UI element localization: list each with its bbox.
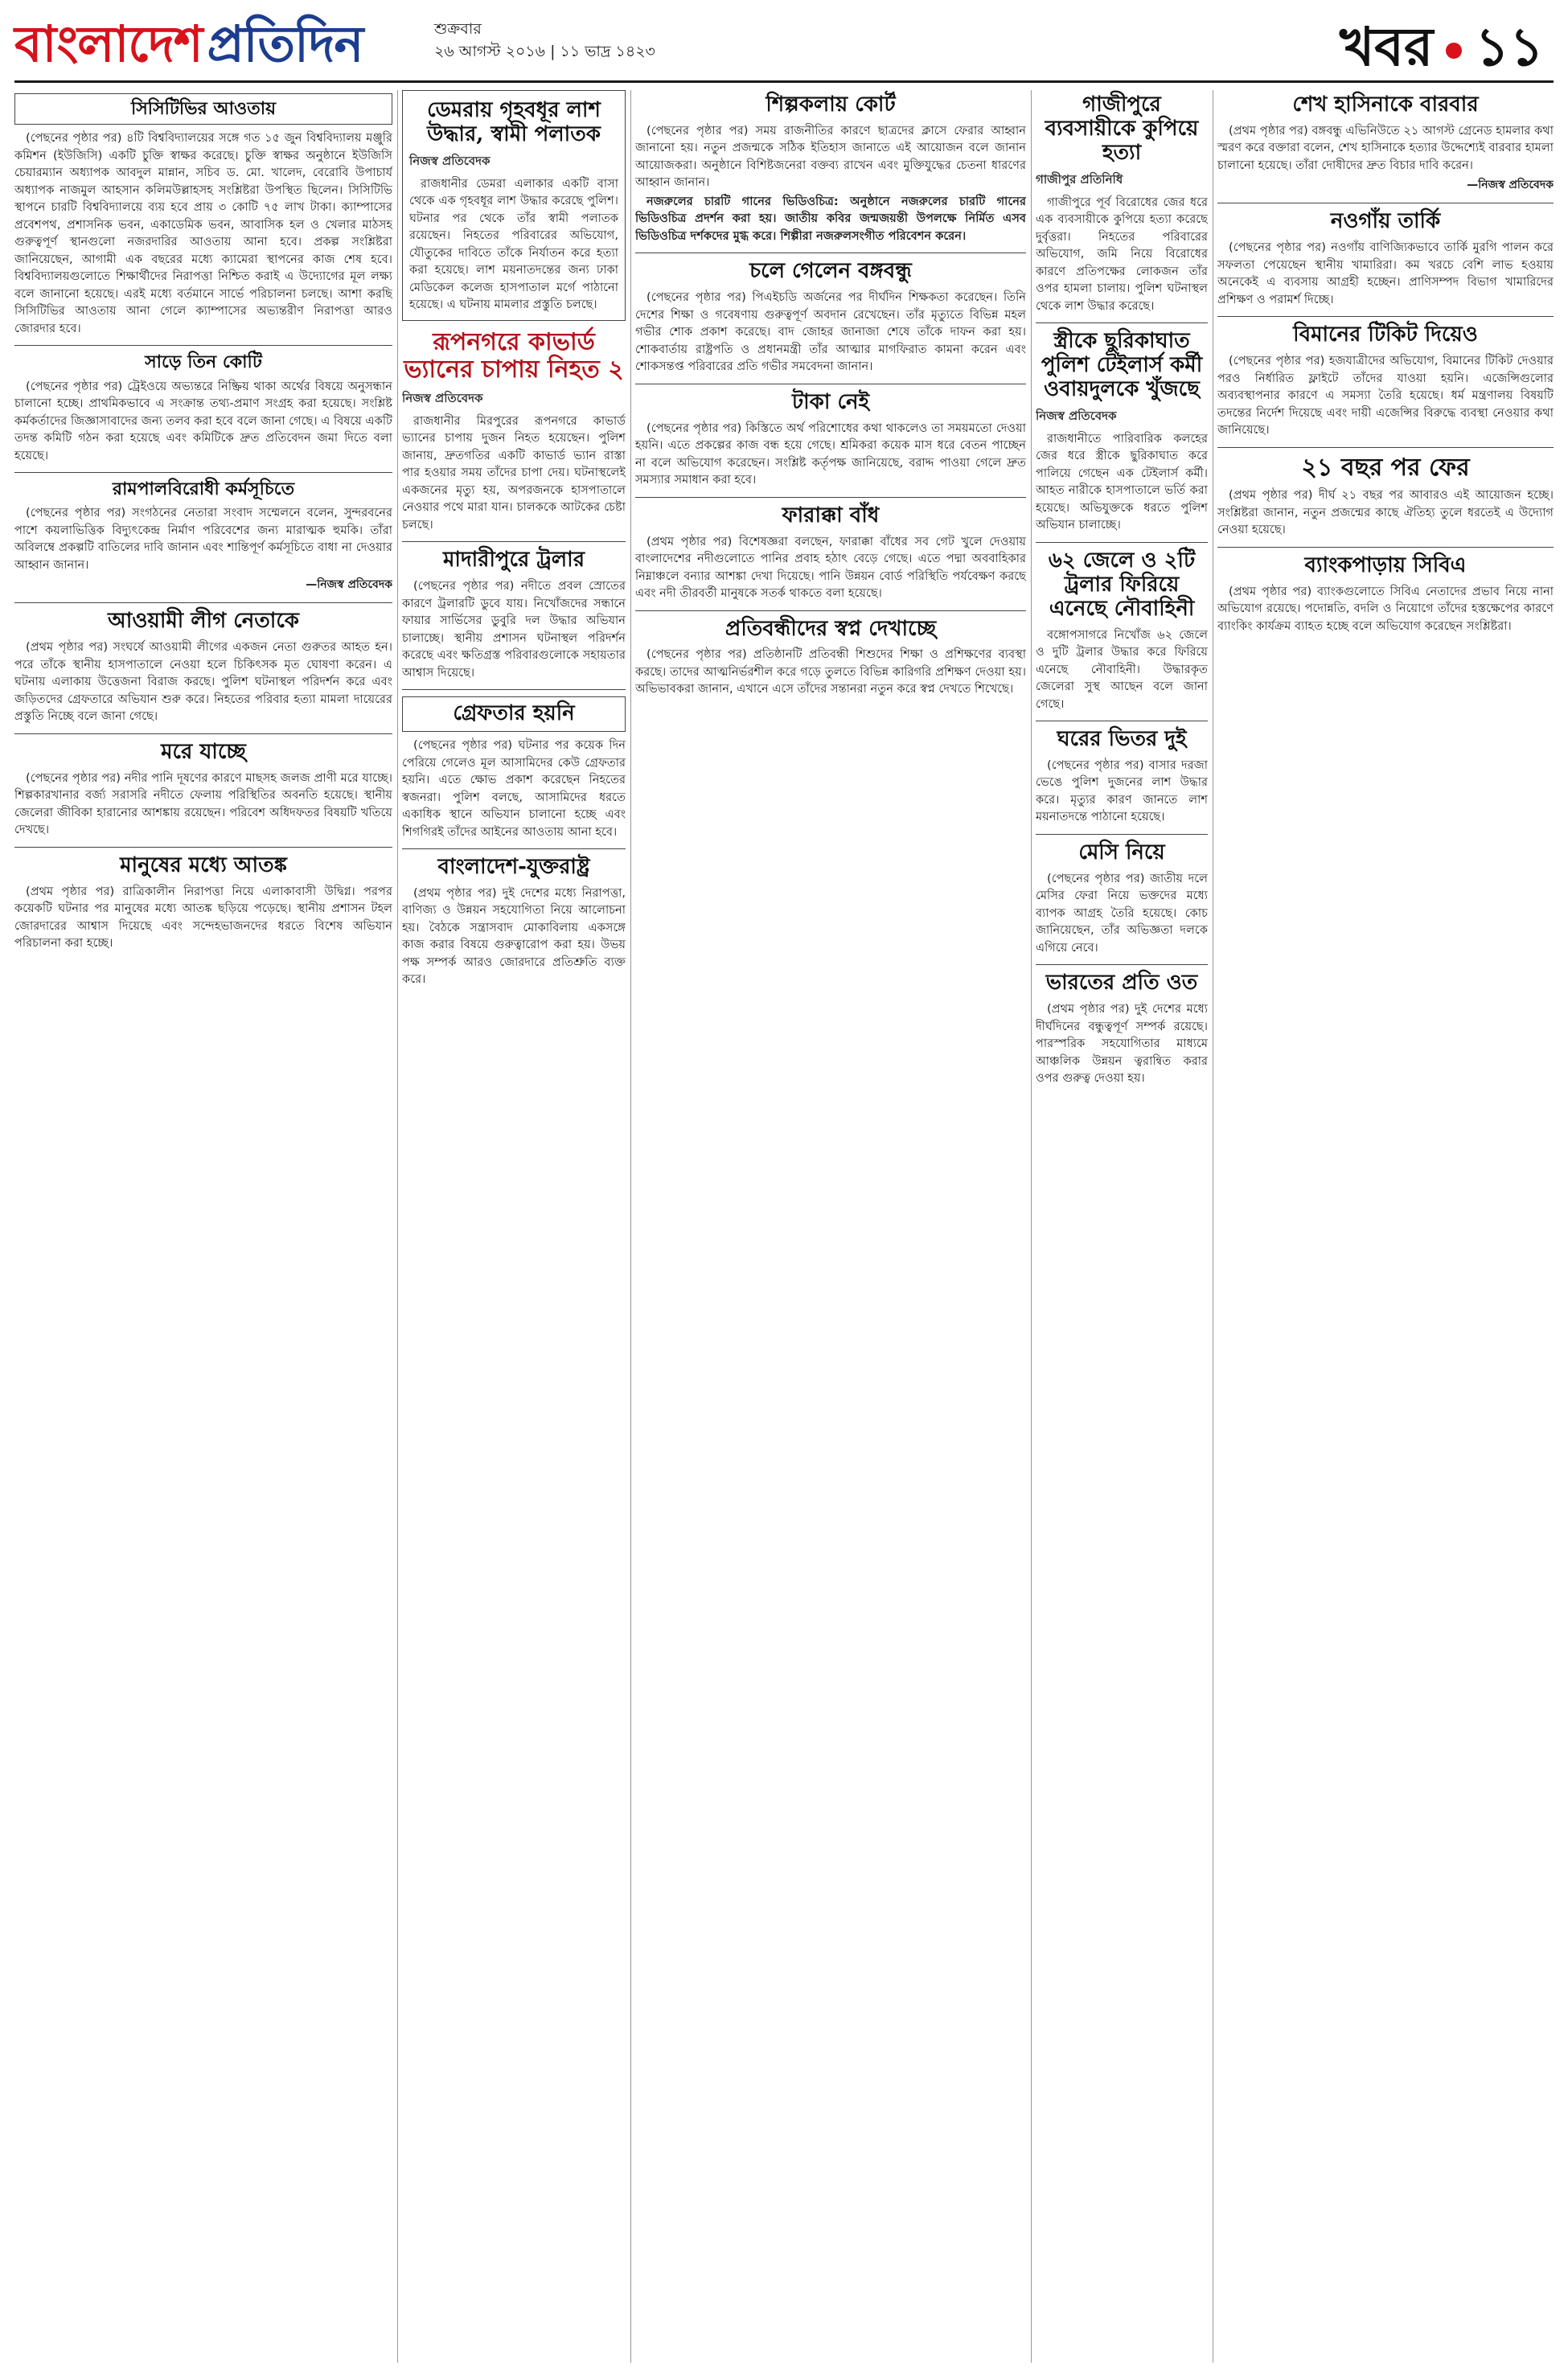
paragraph: (পেছনের পৃষ্ঠার পর) কিস্তিতে অর্থ পরিশোধের কথা থাকলেও তা সময়মতো দেওয়া হয়নি। এতে প্রকল্পের কাজ বন্ধ হয়ে গেছে। শ্রমিকরা কয়েক মাস ধরে বেতন পাচ্ছেন না বলে অভিযোগ করেছেন। সংশ্লিষ্ট কর্তৃপক্ষ জানিয়েছে, বরাদ্দ পাওয়া গেলে দ্রুত সমস্যার সমাধান করা হবে।	[635, 421, 1026, 487]
paragraph: (প্রথম পৃষ্ঠার পর) রাত্রিকালীন নিরাপত্তা নিয়ে এলাকাবাসী উদ্বিগ্ন। পরপর কয়েকটি ঘটনার পর মানুষের মধ্যে আতঙ্ক ছড়িয়ে পড়েছে। স্থানীয় প্রশাসন টহল জোরদারের আশ্বাস দিয়েছে এবং সন্দেহভাজনদের ধরতে বিশেষ অভিযান পরিচালনা করা হচ্ছে।	[14, 884, 392, 951]
story-gazipur[interactable]	[1036, 93, 1208, 314]
headline: মরে যাচ্ছে	[161, 739, 246, 764]
story-separator	[1036, 834, 1208, 835]
headline: সিসিটিভির আওতায়	[14, 93, 392, 125]
story-bd-us[interactable]	[402, 856, 626, 988]
story-body	[402, 413, 626, 534]
story-separator	[14, 472, 392, 473]
story-shilpakala[interactable]	[635, 93, 1026, 244]
headline: নওগাঁয় তার্কি	[1330, 209, 1441, 234]
story-rampal[interactable]	[14, 479, 392, 594]
story-separator	[14, 733, 392, 734]
headline: মেসি নিয়ে	[1078, 840, 1165, 865]
headline: ব্যাংকপাড়ায় সিবিএ	[1304, 552, 1467, 577]
byline: নিজস্ব প্রতিবেদক	[409, 153, 491, 168]
story-21-years[interactable]	[1217, 454, 1554, 539]
column-divider	[630, 90, 631, 2363]
headline: গাজীপুরে ব্যবসায়ীকে কুপিয়ে হত্যা	[1045, 92, 1199, 165]
paragraph: রাজধানীর মিরপুরের রূপনগরে কাভার্ড ভ্যানের চাপায় দুজন নিহত হয়েছেন। পুলিশ জানায়, দ্রুতগতির একটি কাভার্ড ভ্যান রাস্তা পার হওয়ার সময় তাঁদের চাপা দেয়। ঘটনাস্থলেই একজনের মৃত্যু হয়, অপরজনকে হাসপাতালে নেওয়ার পথে মারা যান। চালককে আটকের চেষ্টা চলছে।	[402, 413, 626, 532]
column-2	[402, 90, 626, 2363]
logo-part-1: বাংলাদেশ	[14, 14, 203, 73]
headline: সাড়ে তিন কোটি	[145, 351, 262, 373]
story-messi[interactable]	[1036, 841, 1208, 956]
story-body	[14, 883, 392, 952]
headline: গ্রেফতার হয়নি	[402, 696, 626, 732]
story-body	[635, 533, 1026, 602]
story-demra[interactable]	[402, 90, 626, 321]
story-obituary[interactable]	[635, 260, 1026, 375]
column-4	[1036, 90, 1208, 2363]
page-number: ১১	[1475, 15, 1544, 78]
story-separator	[1036, 322, 1208, 323]
paragraph: (পেছনের পৃষ্ঠার পর) ঘটনার পর কয়েক দিন পেরিয়ে গেলেও মূল আসামিদের কেউ গ্রেফতার হয়নি। এতে ক্ষোভ প্রকাশ করেছেন নিহতের স্বজনরা। পুলিশ বলছে, আসামিদের ধরতে একাধিক স্থানে অভিযান চালানো হচ্ছে এবং শিগগিরই তাঁদের আইনের আওতায় আনা হবে।	[402, 738, 626, 839]
byline: নিজস্ব প্রতিবেদক	[1036, 408, 1117, 423]
story-sheikh-hasina[interactable]	[1217, 93, 1554, 195]
story-body	[409, 175, 618, 314]
story-airline-ticket[interactable]	[1217, 323, 1554, 438]
story-body	[402, 577, 626, 681]
weekday: শুক্রবার	[434, 20, 482, 38]
paragraph: (প্রথম পৃষ্ঠার পর) দুই দেশের মধ্যে দীর্ঘদিনের বন্ধুত্বপূর্ণ সম্পর্ক রয়েছে। পারস্পরিক সহযোগিতার মাধ্যমে আঞ্চলিক উন্নয়ন ত্বরান্বিত করার ওপর গুরুত্ব দেওয়া হয়।	[1036, 1002, 1208, 1086]
column-5	[1217, 90, 1554, 2363]
story-cctv[interactable]	[14, 93, 392, 337]
paragraph: (পেছনের পৃষ্ঠার পর) বাসার দরজা ভেঙে পুলিশ দুজনের লাশ উদ্ধার করে। মৃত্যুর কারণ জানতে লাশ ময়নাতদন্তে পাঠানো হয়েছে।	[1036, 758, 1208, 824]
story-separator	[635, 610, 1026, 611]
headline: শেখ হাসিনাকে বারবার	[1292, 92, 1479, 117]
story-india[interactable]	[1036, 971, 1208, 1086]
story-body	[14, 129, 392, 337]
paragraph: (পেছনের পৃষ্ঠার পর) প্রতিষ্ঠানটি প্রতিবন্ধী শিশুদের শিক্ষা ও প্রশিক্ষণের ব্যবস্থা করছে। তাদের আত্মনির্ভরশীল করে গড়ে তুলতে বিভিন্ন কারিগরি প্রশিক্ষণ দেওয়া হয়। অভিভাবকরা জানান, এখানে এসে তাঁদের সন্তানরা নতুন করে স্বপ্ন দেখতে শিখেছে।	[635, 647, 1026, 696]
paragraph: (প্রথম পৃষ্ঠার পর) সংঘর্ষে আওয়ামী লীগের একজন নেতা গুরুতর আহত হন। পরে তাঁকে স্থানীয় হাসপাতালে নেওয়া হলে চিকিৎসক মৃত ঘোষণা করেন। এ ঘটনায় এলাকায় উত্তেজনা বিরাজ করছে। পুলিশ ঘটনাস্থল পরিদর্শন করে এবং জড়িতদের গ্রেফতারে অভিযান শুরু করে। নিহতের পরিবার হত্যা মামলা দায়েরের প্রস্তুতি নিচ্ছে বলে জানা গেছে।	[14, 640, 392, 724]
story-no-money[interactable]	[635, 391, 1026, 489]
story-body	[1217, 122, 1554, 175]
headline: ৬২ জেলে ও ২টি ট্রলার ফিরিয়ে এনেছে নৌবাহিনী	[1048, 548, 1196, 621]
story-body	[635, 646, 1026, 698]
column-divider	[397, 90, 398, 2363]
story-body	[1036, 870, 1208, 957]
byline: নিজস্ব প্রতিবেদক	[402, 390, 483, 405]
paragraph: (পেছনের পৃষ্ঠার পর) নদীতে প্রবল স্রোতের কারণে ট্রলারটি ডুবে যায়। নিখোঁজদের সন্ধানে ফায়ার সার্ভিসের ডুবুরি দল উদ্ধার অভিযান চালাচ্ছে। স্থানীয় প্রশাসন ঘটনাস্থল পরিদর্শন করেছে এবং ক্ষতিগ্রস্ত পরিবারগুলোকে সহায়তার আশ্বাস দিয়েছে।	[402, 579, 626, 680]
headline: বাংলাদেশ-যুক্তরাষ্ট্র	[437, 855, 590, 880]
story-body	[14, 770, 392, 839]
paragraph: (পেছনের পৃষ্ঠার পর) হজযাত্রীদের অভিযোগ, বিমানের টিকিট দেওয়ার পরও নির্ধারিত ফ্লাইটে তাঁদের যাওয়া হয়নি। এজেন্সিগুলোর অব্যবস্থাপনার কারণে এ সমস্যা তৈরি হয়েছে। ধর্ম মন্ত্রণালয় বিষয়টি তদন্তের নির্দেশ দিয়েছে এবং দায়ী এজেন্সির বিরুদ্ধে ব্যবস্থা নেওয়ার কথা জানিয়েছে।	[1217, 354, 1554, 437]
story-body	[1036, 757, 1208, 826]
red-dot-icon	[1446, 43, 1462, 59]
story-body	[635, 122, 1026, 245]
story-awami-league-leader[interactable]	[14, 610, 392, 725]
paragraph: (পেছনের পৃষ্ঠার পর) পিএইচডি অর্জনের পর দীর্ঘদিন শিক্ষকতা করেছেন। তিনি দেশের শিক্ষা ও গবেষণায় গুরুত্বপূর্ণ অবদান রেখেছেন। তাঁর মৃত্যুতে বিভিন্ন মহল গভীর শোক প্রকাশ করেছে। বাদ জোহর জানাজা শেষে তাঁকে দাফন করা হয়। শোকবার্তায় রাষ্ট্রপতি ও প্রধানমন্ত্রী তাঁর আত্মার মাগফিরাত কামনা করেন এবং শোকসন্তপ্ত পরিবারের প্রতি গভীর সমবেদনা জানান।	[635, 290, 1026, 374]
story-body	[402, 885, 626, 988]
masthead-rule	[14, 80, 1554, 83]
story-separator	[1217, 316, 1554, 317]
dateline	[434, 18, 655, 63]
story-separator	[402, 541, 626, 542]
headline: টাকা নেই	[791, 389, 870, 414]
story-bank-cba[interactable]	[1217, 554, 1554, 635]
headline: চলে গেলেন বঙ্গবন্ধু	[749, 259, 912, 284]
paragraph: (পেছনের পৃষ্ঠার পর) ট্রেইওয়ে অভ্যন্তরে নিষ্ক্রিয় থাকা অর্থের বিষয়ে অনুসন্ধান চালানো হচ্ছে। প্রাথমিকভাবে এ সংক্রান্ত তথ্য-প্রমাণ সংগ্রহ করা হয়েছে। সংশ্লিষ্ট কর্মকর্তাদের জিজ্ঞাসাবাদের জন্য তলব করা হবে বলে জানা গেছে। এ বিষয়ে একটি তদন্ত কমিটি গঠন করা হয়েছে এবং কমিটিকে দ্রুত প্রতিবেদন জমা দিতে বলা হয়েছে।	[14, 379, 392, 462]
story-separator	[14, 345, 392, 346]
paragraph: (প্রথম পৃষ্ঠার পর) দীর্ঘ ২১ বছর পর আবারও এই আয়োজন হচ্ছে। সংশ্লিষ্টরা জানান, নতুন প্রজন্মের কাছে ঐতিহ্য তুলে ধরতেই এ উদ্যোগ নেওয়া হয়েছে।	[1217, 488, 1554, 537]
story-separator	[14, 847, 392, 848]
story-panic[interactable]	[14, 854, 392, 952]
paragraph: গাজীপুরে পূর্ব বিরোধের জের ধরে এক ব্যবসায়ীকে কুপিয়ে হত্যা করেছে দুর্বৃত্তরা। নিহতের পরিবারের অভিযোগ, জমি নিয়ে বিরোধের কারণে প্রতিপক্ষের লোকজন তাঁর ওপর হামলা চালায়। পুলিশ ঘটনাস্থল থেকে লাশ উদ্ধার করেছে।	[1036, 195, 1208, 313]
story-three-half-crore[interactable]	[14, 352, 392, 464]
story-dying[interactable]	[14, 741, 392, 839]
headline: ভারতের প্রতি ওত	[1045, 971, 1198, 996]
paragraph: (পেছনের পৃষ্ঠার পর) সংগঠনের নেতারা সংবাদ সম্মেলনে বলেন, সুন্দরবনের পাশে কয়লাভিত্তিক বিদ্যুৎকেন্দ্র নির্মাণ পরিবেশের জন্য মারাত্মক হুমকি। তাঁরা অবিলম্বে প্রকল্পটি বাতিলের দাবি জানান এবং শান্তিপূর্ণ কর্মসূচিতে বাধা না দেওয়ার আহ্বান জানান।	[14, 506, 392, 572]
paragraph: (প্রথম পৃষ্ঠার পর) বিশেষজ্ঞরা বলছেন, ফারাক্কা বাঁধের সব গেট খুলে দেওয়ায় বাংলাদেশের নদীগুলোতে পানির প্রবাহ হঠাৎ বেড়ে গেছে। এতে পদ্মা অববাহিকার নিম্নাঞ্চলে বন্যার আশঙ্কা দেখা দিয়েছে। পানি উন্নয়ন বোর্ড পরিস্থিতি পর্যবেক্ষণ করছে এবং নদী তীরবর্তী মানুষকে সতর্ক থাকতে বলা হয়েছে।	[635, 534, 1026, 601]
story-body	[14, 378, 392, 465]
story-body	[1036, 194, 1208, 315]
paragraph: রাজধানীতে পারিবারিক কলহের জের ধরে স্ত্রীকে ছুরিকাঘাত করে পালিয়ে গেছেন এক টেইলার্স কর্মী। আহত নারীকে হাসপাতালে ভর্তি করা হয়েছে। অভিযুক্তকে ধরতে পুলিশ অভিযান চালাচ্ছে।	[1036, 431, 1208, 532]
story-body	[1217, 487, 1554, 539]
story-farakka[interactable]	[635, 504, 1026, 602]
story-separator	[14, 602, 392, 603]
story-body	[1217, 583, 1554, 635]
headline: রূপনগরে কাভার্ড ভ্যানের চাপায় নিহত ২	[404, 327, 624, 384]
story-credit: —নিজস্ব প্রতিবেদক	[306, 578, 392, 592]
story-body	[1036, 626, 1208, 713]
newspaper-logo[interactable]	[14, 6, 363, 71]
story-body	[14, 504, 392, 573]
headline: বিমানের টিকিট দিয়েও	[1293, 322, 1478, 347]
paragraph: নজরুলের চারটি গানের ভিডিওচিত্র: অনুষ্ঠানে নজরুলের চারটি গানের ভিডিওচিত্র প্রদর্শন করা হয়। জাতীয় কবির জন্মজয়ন্তী উপলক্ষে নির্মিত এসব ভিডিওচিত্র দর্শকদের মুগ্ধ করে। শিল্পীরা নজরুলসংগীত পরিবেশন করেন।	[635, 194, 1026, 243]
story-body	[402, 737, 626, 840]
story-body	[635, 420, 1026, 489]
paragraph: (পেছনের পৃষ্ঠার পর) নদীর পানি দূষণের কারণে মাছসহ জলজ প্রাণী মরে যাচ্ছে। শিল্পকারখানার বর্জ্য সরাসরি নদীতে ফেলায় পরিস্থিতির অবনতি হয়েছে। স্থানীয় জেলেরা জীবিকা হারানোর আশঙ্কায় রয়েছেন। পরিবেশ অধিদফতর বিষয়টি খতিয়ে দেখছে।	[14, 770, 392, 837]
paragraph: রাজধানীর ডেমরা এলাকার একটি বাসা থেকে এক গৃহবধূর লাশ উদ্ধার করেছে পুলিশ। ঘটনার পর থেকে তাঁর স্বামী পলাতক রয়েছেন। নিহতের পরিবারের অভিযোগ, যৌতুকের দাবিতে তাঁকে নির্যাতন করে হত্যা করা হয়েছে। লাশ ময়নাতদন্তের জন্য ঢাকা মেডিকেল কলেজ হাসপাতাল মর্গে পাঠানো হয়েছে। এ ঘটনায় মামলার প্রস্তুতি চলছে।	[409, 176, 618, 312]
paragraph: (প্রথম পৃষ্ঠার পর) দুই দেশের মধ্যে নিরাপত্তা, বাণিজ্য ও উন্নয়ন সহযোগিতা নিয়ে আলোচনা হয়। বৈঠকে সন্ত্রাসবাদ মোকাবিলায় একসঙ্গে কাজ করার বিষয়ে গুরুত্বারোপ করা হয়। উভয় পক্ষ সম্পর্ক আরও জোরদারে প্রতিশ্রুতি ব্যক্ত করে।	[402, 885, 626, 987]
headline: ডেমরায় গৃহবধূর লাশ উদ্ধার, স্বামী পলাতক	[427, 98, 601, 146]
column-divider	[1031, 90, 1032, 2363]
story-naogaon-turkey[interactable]	[1217, 210, 1554, 308]
paragraph: (পেছনের পৃষ্ঠার পর) ৪টি বিশ্ববিদ্যালয়ের সঙ্গে গত ১৫ জুন বিশ্ববিদ্যালয় মঞ্জুরি কমিশন (ইউজিসি) একটি চুক্তি স্বাক্ষর করেছে। চুক্তি স্বাক্ষর অনুষ্ঠানে ইউজিসি চেয়ারম্যান অধ্যাপক আবদুল মান্নান, সচিব ড. মো. খালেদ, বেরোবি উপাচার্য অধ্যাপক নাজমুল আহসান কলিমউল্লাহসহ সংশ্লিষ্টরা উপস্থিত ছিলেন। সিসিটিভি স্থাপনে চারটি বিশ্ববিদ্যালয়ে ব্যয় হবে প্রায় ৩ কোটি ৭৫ লাখ টাকা। ক্যাম্পাসের প্রবেশপথ, প্রশাসনিক ভবন, একাডেমিক ভবন, আবাসিক হল ও খেলার মাঠসহ গুরুত্বপূর্ণ স্থানগুলো নজরদারির আওতায় আনা হবে। প্রকল্প সংশ্লিষ্টরা জানিয়েছেন, আগামী এক বছরের মধ্যে ক্যামেরা স্থাপনের কাজ শেষ হবে। বিশ্ববিদ্যালয়গুলোতে শিক্ষার্থীদের নিরাপত্তা নিশ্চিত করাই এ উদ্যোগের মূল লক্ষ্য বলে জানানো হয়েছে। এরই মধ্যে বর্তমানে সার্ভে পরিচালনা চলছে। আশা করছি সিসিটিভির আওতায় আনা গেলে ক্যাম্পাসের অভ্যন্তরীণ নিরাপত্তা আরও জোরদার হবে।	[14, 131, 392, 335]
issue-date: ২৬ আগস্ট ২০১৬ | ১১ ভাদ্র ১৪২৩	[434, 43, 655, 60]
story-separator	[1036, 964, 1208, 965]
paragraph: (পেছনের পৃষ্ঠার পর) জাতীয় দলে মেসির ফেরা নিয়ে ভক্তদের মধ্যে ব্যাপক আগ্রহ তৈরি হয়েছে। কোচ জানিয়েছেন, তাঁর অভিজ্ঞতা দলকে এগিয়ে নেবে।	[1036, 871, 1208, 955]
story-two-inside-house[interactable]	[1036, 728, 1208, 826]
story-separator	[1217, 547, 1554, 548]
headline: মাদারীপুরে ট্রলার	[442, 548, 585, 573]
story-body	[635, 289, 1026, 376]
paragraph: (প্রথম পৃষ্ঠার পর) বঙ্গবন্ধু এভিনিউতে ২১ আগস্ট গ্রেনেড হামলার কথা স্মরণ করে বক্তারা বলেন, শেখ হাসিনাকে হত্যার উদ্দেশ্যেই বারবার হামলা চালানো হয়েছে। তাঁরা দোষীদের দ্রুত বিচার দাবি করেন।	[1217, 123, 1554, 172]
headline: রামপালবিরোধী কর্মসূচিতে	[112, 478, 295, 500]
headline: স্ত্রীকে ছুরিকাঘাত পুলিশ টেইলার্স কর্মী ওবায়দুলকে খুঁজছে	[1041, 329, 1203, 401]
story-body	[1217, 239, 1554, 308]
headline: শিল্পকলায় কোর্ট	[766, 92, 896, 117]
paragraph: বঙ্গোপসাগরে নিখোঁজ ৬২ জেলে ও দুটি ট্রলার উদ্ধার করে ফিরিয়ে এনেছে নৌবাহিনী। উদ্ধারকৃত জেলেরা সুস্থ আছেন বলে জানা গেছে।	[1036, 627, 1208, 711]
story-disabled[interactable]	[635, 618, 1026, 698]
story-body	[1036, 1000, 1208, 1087]
story-credit: —নিজস্ব প্রতিবেদক	[1467, 179, 1554, 192]
paragraph: (পেছনের পৃষ্ঠার পর) নওগাঁয় বাণিজ্যিকভাবে তার্কি মুরগি পালন করে সফলতা পেয়েছেন স্থানীয় খামারিরা। কম খরচে বেশি লাভ হওয়ায় অনেকেই এ ব্যবসায় আগ্রহী হচ্ছেন। প্রাণিসম্পদ বিভাগ খামারিদের প্রশিক্ষণ ও পরামর্শ দিচ্ছে।	[1217, 240, 1554, 306]
story-body	[14, 639, 392, 725]
headline: ২১ বছর পর ফের	[1301, 453, 1470, 482]
story-rupnagar[interactable]	[402, 329, 626, 534]
logo-part-2: প্রতিদিন	[207, 14, 363, 73]
paragraph: (পেছনের পৃষ্ঠার পর) সময় রাজনীতির কারণে ছাত্রদের ক্লাসে ফেরার আহ্বান জানানো হয়। নতুন প্রজন্মকে সঠিক ইতিহাস জানাতে এই আয়োজন বলে জানান আয়োজকরা। অনুষ্ঠানে বিশিষ্টজনেরা বক্তব্য রাখেন এবং মুক্তিযুদ্ধের চেতনা ধারণের আহ্বান জানান।	[635, 123, 1026, 190]
section-name: খবর	[1339, 15, 1434, 78]
headline: ঘরের ভিতর দুই	[1057, 727, 1187, 752]
byline: গাজীপুর প্রতিনিধি	[1036, 171, 1123, 187]
story-separator	[402, 689, 626, 690]
column-3	[635, 90, 1026, 2363]
headline: ফারাক্কা বাঁধ	[782, 503, 880, 528]
headline: প্রতিবন্ধীদের স্বপ্ন দেখাচ্ছে	[724, 616, 937, 641]
story-body	[1036, 430, 1208, 534]
headline: আওয়ামী লীগ নেতাকে	[108, 609, 299, 634]
story-no-arrest[interactable]	[402, 696, 626, 840]
paragraph: (প্রথম পৃষ্ঠার পর) ব্যাংকগুলোতে সিবিএ নেতাদের প্রভাব নিয়ে নানা অভিযোগ রয়েছে। পদোন্নতি, বদলি ও নিয়োগে তাঁদের হস্তক্ষেপের কারণে ব্যাংকিং কার্যক্রম ব্যাহত হচ্ছে বলে অভিযোগ করেছেন সংশ্লিষ্টরা।	[1217, 584, 1554, 633]
story-navy[interactable]	[1036, 549, 1208, 713]
story-wife-stabbed[interactable]	[1036, 330, 1208, 534]
story-separator	[402, 848, 626, 849]
story-separator	[1217, 447, 1554, 448]
headline: মানুষের মধ্যে আতঙ্ক	[120, 852, 287, 877]
story-body	[1217, 352, 1554, 439]
story-separator	[1036, 542, 1208, 543]
story-madaripur-trawler[interactable]	[402, 548, 626, 681]
column-1	[14, 90, 392, 2363]
masthead	[0, 0, 1568, 97]
story-separator	[635, 497, 1026, 498]
